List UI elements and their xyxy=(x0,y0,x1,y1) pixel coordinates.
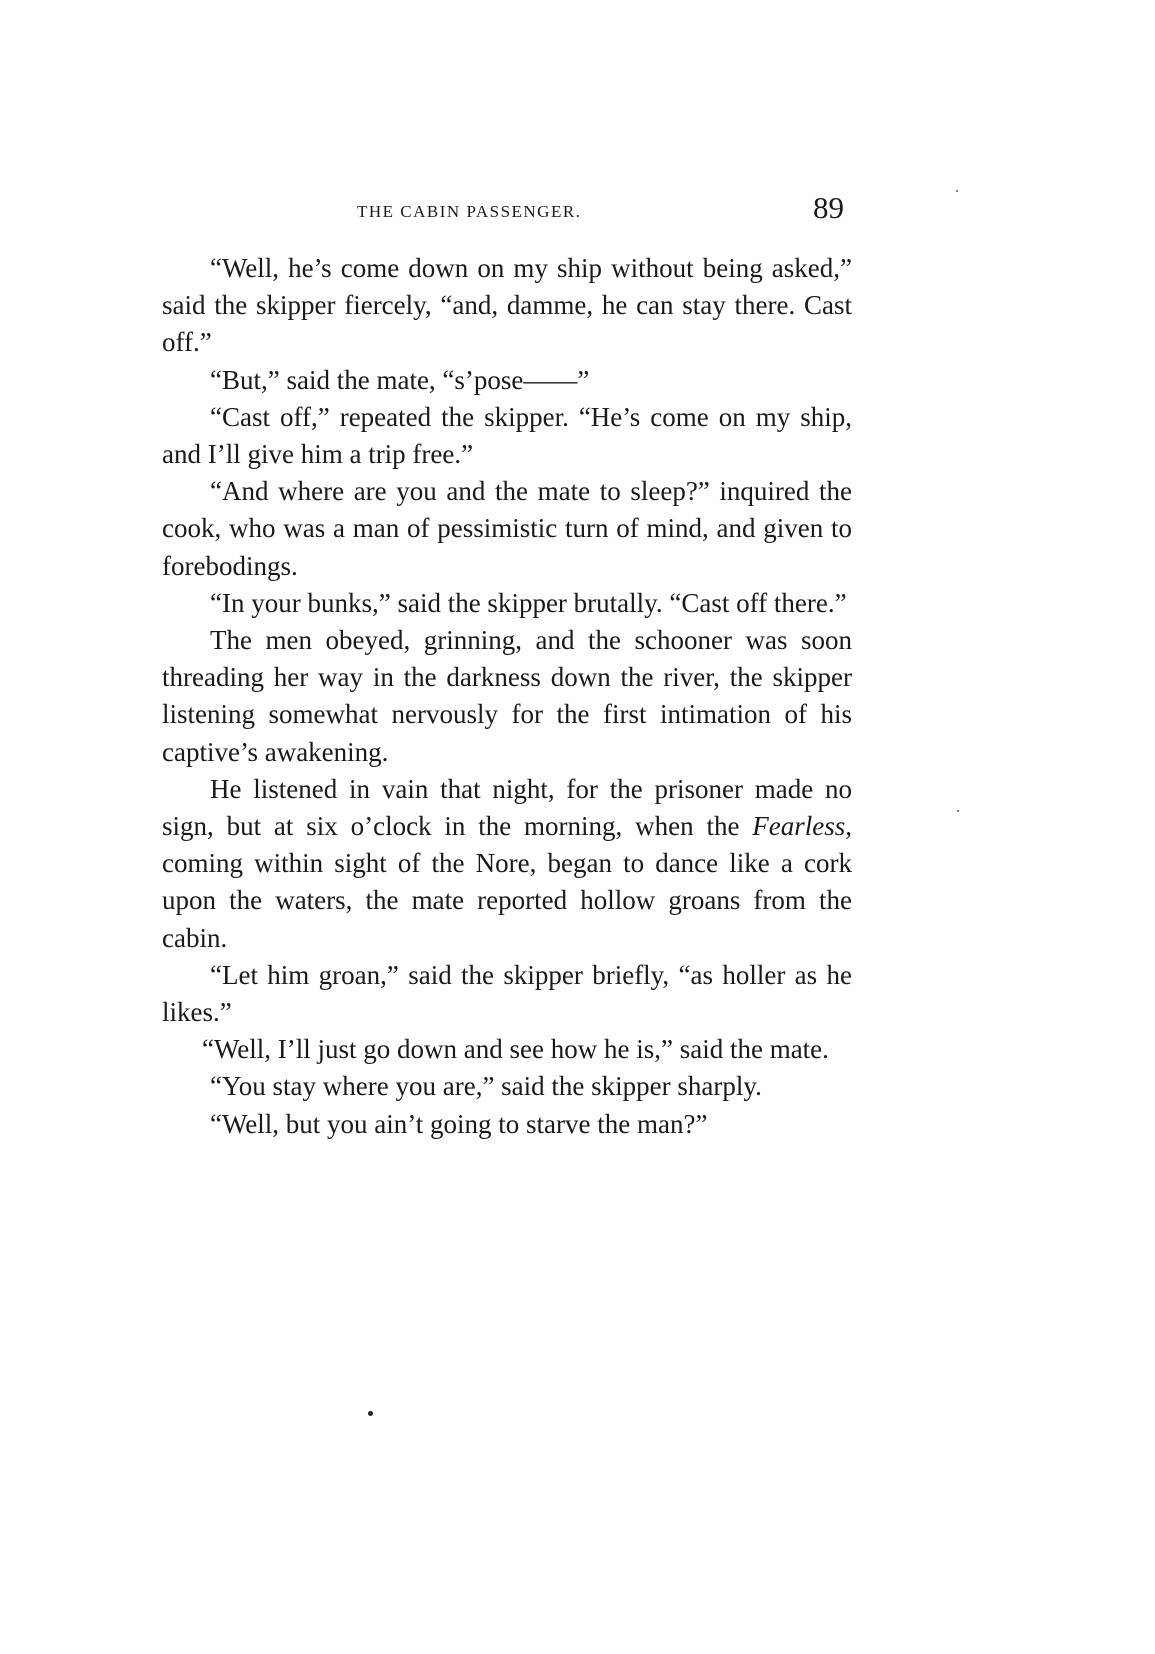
paragraph-3: “Cast off,” repeated the skipper. “He’s come on my ship, and I’ll give him a trip free.” xyxy=(162,401,852,470)
paragraph-7 xyxy=(162,771,852,957)
ship-name: Fearless, xyxy=(752,811,852,842)
running-head xyxy=(162,190,852,234)
paragraph-10: “You stay where you are,” said the skipper sharply. xyxy=(210,1071,762,1102)
scan-speck xyxy=(956,190,958,192)
scan-speck xyxy=(957,810,959,812)
paragraph-9: “Well, I’ll just go down and see how he is,” said the mate. xyxy=(202,1034,829,1065)
chapter-title: THE CABIN PASSENGER. xyxy=(357,202,582,221)
paragraph-11: “Well, but you ain’t going to starve the man?” xyxy=(210,1108,708,1139)
stray-ink-dot xyxy=(368,1411,373,1416)
paragraph-8: “Let him groan,” said the skipper briefly, “as holler as he likes.” xyxy=(162,959,852,1028)
paragraph-2: “But,” said the mate, “s’pose——” xyxy=(210,364,590,395)
paragraph-4: “And where are you and the mate to sleep?” inquired the cook, who was a man of pessimistic turn of mind, and given to forebodings. xyxy=(162,476,852,581)
page-number: 89 xyxy=(813,190,844,225)
body-text xyxy=(162,250,852,1143)
paragraph-1: “Well, he’s come down on my ship without being asked,” said the skipper fiercely, “and, damme, he can stay there. Cast off.” xyxy=(162,253,852,358)
paragraph-7-start: He listened in vain that night, for the prisoner made no sign, but at six o’clock in the morning, when the xyxy=(162,773,852,842)
paragraph-6: The men obeyed, grinning, and the schooner was soon threading her way in the darkness down the river, the skipper listening somewhat nervously for the first intimation of his captive’s awakening. xyxy=(162,625,852,767)
paragraph-5: “In your bunks,” said the skipper brutally. “Cast off there.” xyxy=(210,587,847,618)
paragraph-7-end: coming within sight of the Nore, began to dance like a cork upon the waters, the mate reported hollow groans from the cabin. xyxy=(162,848,852,953)
